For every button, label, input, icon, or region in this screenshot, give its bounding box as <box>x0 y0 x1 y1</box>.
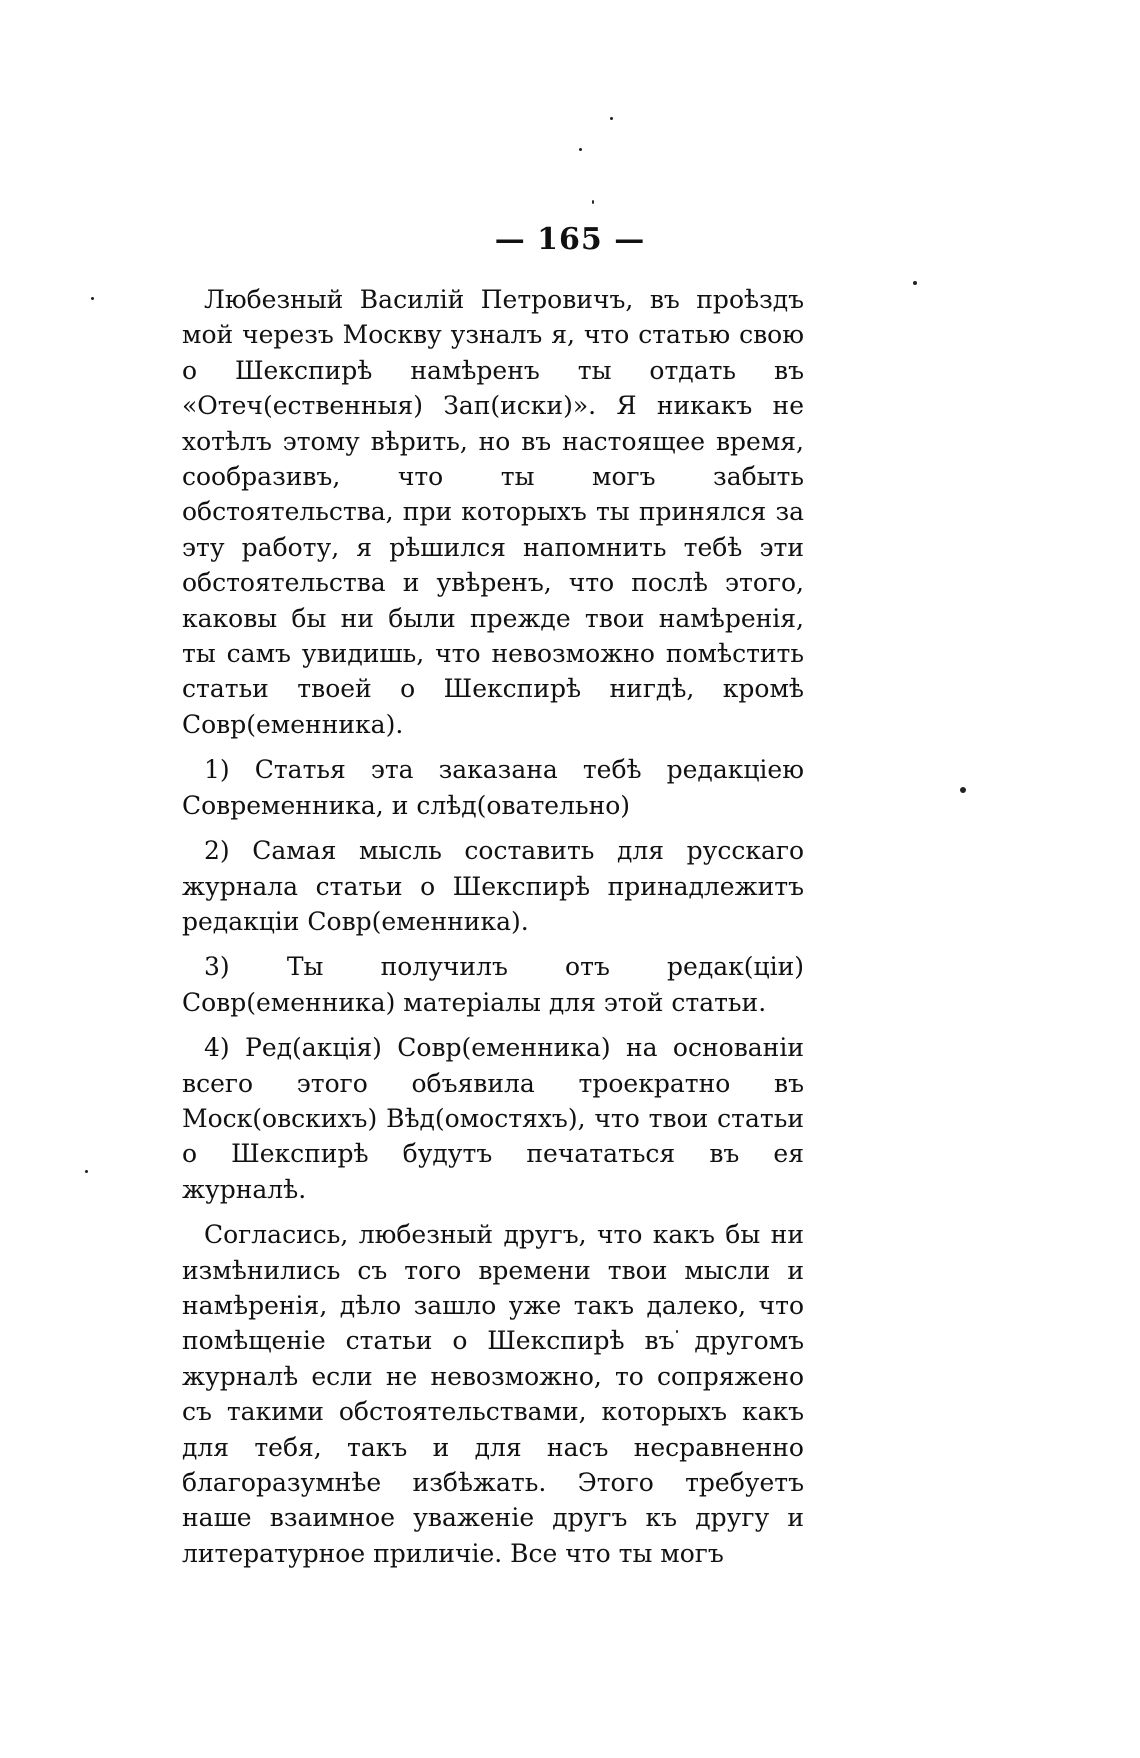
scan-speck <box>592 200 594 204</box>
list-item: 1) Статья эта заказана тебѣ редакціею Современника, и слѣд(овательно) <box>182 755 804 820</box>
scan-speck <box>913 281 917 285</box>
paragraph: Любезный Василій Петровичъ, въ проѣздъ мой черезъ Москву узналъ я, что статью свою о Шекспирѣ намѣренъ ты отдать въ «Отеч(ественныя) Зап(иски)». Я никакъ не хотѣлъ этому вѣрить, но въ настоящее время, сообразивъ, что ты могъ забыть обстоятельства, при которыхъ ты принялся за эту работу, я рѣшился напомнить тебѣ эти обстоятельства и увѣренъ, что послѣ этого, каковы бы ни были прежде твои намѣренія, ты самъ увидишь, что невозможно помѣстить статьи твоей о Шекспирѣ нигдѣ, кромѣ Совр(еменника). <box>182 285 804 739</box>
scan-speck <box>85 1170 88 1173</box>
scan-speck <box>91 297 94 300</box>
list-item: 4) Ред(акція) Совр(еменника) на основаніи всего этого объявила троекратно въ Моск(овскихъ) Вѣд(омостяхъ), что твои статьи о Шекспирѣ будутъ печататься въ ея журналѣ. <box>182 1033 804 1204</box>
scan-speck <box>579 148 582 151</box>
list-item: 2) Самая мысль составить для русскаго журнала статьи о Шекспирѣ принадлежитъ редакціи Совр(еменника). <box>182 836 804 936</box>
letter-text <box>182 282 804 1575</box>
scan-speck <box>960 787 966 793</box>
page-number: — 165 — <box>494 222 646 257</box>
scan-speck <box>610 117 613 120</box>
paragraph: Согласись, любезный другъ, что какъ бы ни измѣнились съ того времени твои мысли и намѣренія, дѣло зашло уже такъ далеко, что помѣщеніе статьи о Шекспирѣ въ другомъ журналѣ если не невозможно, то сопряжено съ такими обстоятельствами, которыхъ какъ для тебя, такъ и для насъ несравненно благоразумнѣе избѣжать. Этого требуетъ наше взаимное уваженіе другъ къ другу и литературное приличіе. Все что ты могъ <box>182 1220 804 1568</box>
list-item: 3) Ты получилъ отъ редак(ціи) Совр(еменника) матеріалы для этой статьи. <box>182 952 804 1017</box>
